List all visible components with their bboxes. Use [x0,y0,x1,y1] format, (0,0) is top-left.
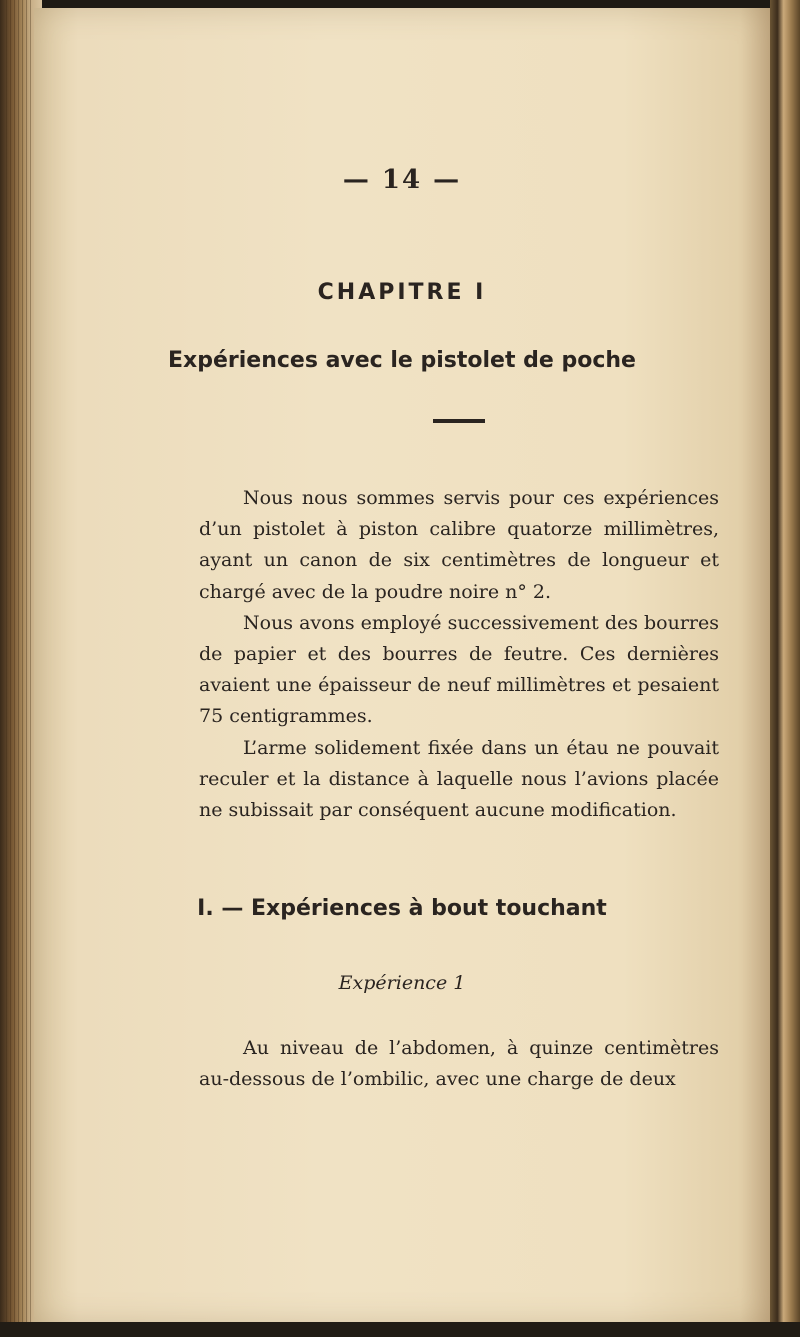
chapter-heading: CHAPITRE I [317,280,487,305]
paragraph: Nous avons employé successivement des bourres de papier et des bourres de feutre. Ces dernières avaient une épaisseur de neuf millimètres et pesaient 75 centigrammes. [199,611,720,728]
page-stack-edge [6,0,34,1337]
page-number: — 14 — [342,165,462,195]
title-rule [433,419,485,423]
section-heading: I. — Expériences à bout touchant [197,896,607,921]
paragraph: Nous nous sommes servis pour ces expériences d’un pistolet à piston calibre quatorze millimètres, ayant un canon de six centimètres de longueur et chargé avec de la poudre noire n° 2. [199,487,719,603]
final-paragraph-block [199,1033,719,1095]
body-paragraphs [199,483,719,826]
chapter-title: Expériences avec le pistolet de poche [168,348,636,373]
scan-bottom-edge [0,1322,800,1337]
book-fore-edge [770,0,800,1337]
paragraph: Au niveau de l’abdomen, à quinze centimètres au-dessous de l’ombilic, avec une charge de deux [199,1037,719,1091]
experiment-heading: Expérience 1 [338,972,466,994]
paragraph: L’arme solidement fixée dans un étau ne pouvait reculer et la distance à laquelle nous l’avions placée ne subissait par conséquent aucune modification. [199,736,719,822]
